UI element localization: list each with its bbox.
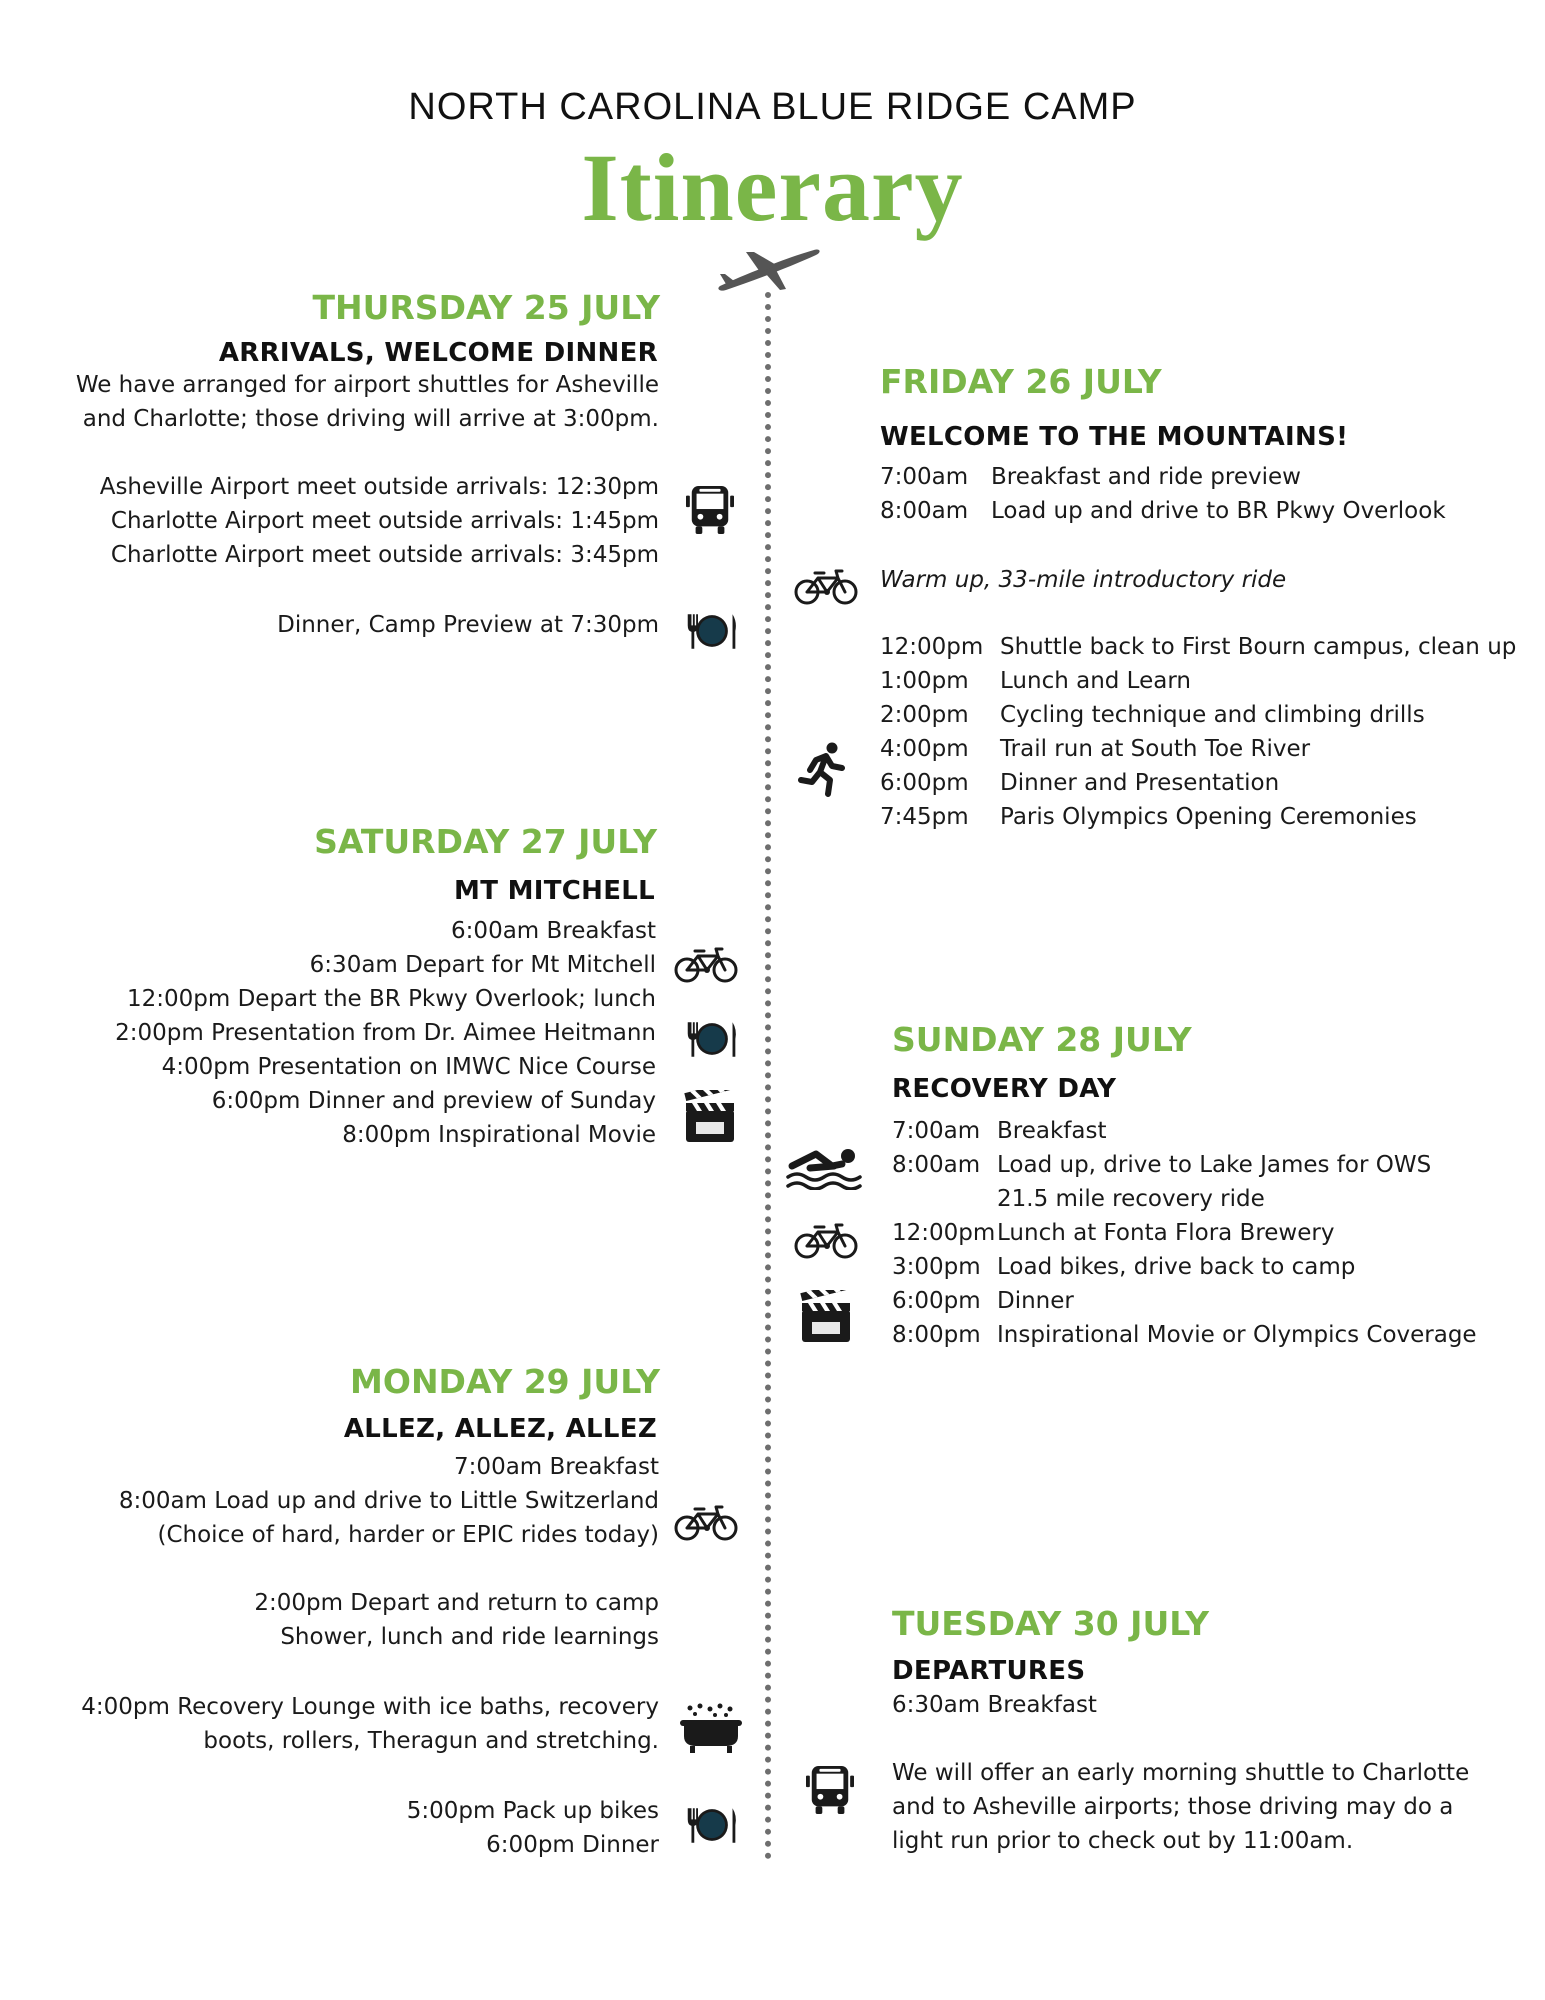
swimmer-icon (786, 1146, 862, 1190)
monday-block-morning (119, 1450, 659, 1552)
ice-bath-icon (678, 1702, 744, 1754)
dinner-plate-icon (684, 1804, 740, 1846)
day-title: TUESDAY 30 JULY (892, 1604, 1210, 1643)
tuesday-breakfast: 6:30am Breakfast (892, 1692, 1097, 1718)
time: 7:00am (880, 464, 969, 490)
schedule-row (892, 1250, 1477, 1284)
schedule-line: 4:00pm Presentation on IMWC Nice Course (161, 1054, 656, 1080)
page-title: Itinerary (581, 134, 964, 241)
text-line: We will offer an early morning shuttle to Charlotte (892, 1760, 1470, 1786)
time: 6:00pm (880, 770, 969, 796)
timeline-line (765, 292, 771, 1860)
friday-ride: Warm up, 33-mile introductory ride (880, 567, 1287, 593)
time (892, 1182, 997, 1216)
day-subtitle: MT MITCHELL (454, 876, 655, 906)
schedule-row (880, 494, 1446, 528)
schedule-line: 6:00pm Dinner (486, 1832, 659, 1858)
schedule-row (880, 698, 1516, 732)
schedule-line: 2:00pm Presentation from Dr. Aimee Heitmann (115, 1020, 656, 1046)
schedule-line: (Choice of hard, harder or EPIC rides today) (157, 1522, 659, 1548)
schedule-line: 6:00am Breakfast (451, 918, 656, 944)
schedule-row (892, 1182, 1477, 1216)
time: 8:00am (892, 1152, 981, 1178)
activity: Breakfast (997, 1118, 1107, 1144)
activity: Breakfast and ride preview (991, 464, 1301, 490)
time: 3:00pm (892, 1254, 981, 1280)
bus-icon (686, 484, 734, 536)
schedule-row (880, 800, 1516, 834)
time: 12:00pm (892, 1220, 996, 1246)
activity: Dinner (997, 1288, 1074, 1314)
day-title: THURSDAY 25 JULY (312, 288, 660, 327)
schedule-line: 5:00pm Pack up bikes (406, 1798, 659, 1824)
activity: Inspirational Movie or Olympics Coverage (997, 1322, 1477, 1348)
activity: Load up, drive to Lake James for OWS (997, 1152, 1432, 1178)
schedule-line: 7:00am Breakfast (454, 1454, 659, 1480)
schedule-row (892, 1148, 1477, 1182)
movie-clapper-icon (798, 1290, 854, 1344)
thursday-dinner: Dinner, Camp Preview at 7:30pm (277, 612, 659, 638)
activity: Trail run at South Toe River (1000, 736, 1311, 762)
schedule-line: 8:00pm Inspirational Movie (342, 1122, 656, 1148)
time: 4:00pm (880, 736, 969, 762)
day-subtitle: WELCOME TO THE MOUNTAINS! (880, 422, 1349, 452)
tuesday-note (892, 1756, 1469, 1858)
bus-icon (806, 1764, 854, 1816)
activity: 21.5 mile recovery ride (997, 1186, 1265, 1212)
bicycle-icon (794, 1220, 858, 1260)
time: 12:00pm (880, 634, 984, 660)
schedule-row (880, 732, 1516, 766)
bicycle-icon (674, 944, 738, 984)
text-line: Asheville Airport meet outside arrivals: 12:30pm (99, 474, 659, 500)
time: 8:00pm (892, 1322, 981, 1348)
schedule-row (880, 630, 1516, 664)
thursday-shuttles (100, 470, 659, 572)
activity: Shuttle back to First Bourn campus, clean up (1000, 634, 1517, 660)
day-title: FRIDAY 26 JULY (880, 362, 1162, 401)
schedule-line: 12:00pm Depart the BR Pkwy Overlook; lunch (127, 986, 656, 1012)
camp-title: NORTH CAROLINA BLUE RIDGE CAMP (408, 86, 1137, 128)
time: 2:00pm (880, 702, 969, 728)
saturday-schedule (115, 914, 656, 1152)
text-line: Charlotte Airport meet outside arrivals: 3:45pm (110, 542, 659, 568)
schedule-line: 2:00pm Depart and return to camp (254, 1590, 659, 1616)
bicycle-icon (674, 1502, 738, 1542)
thursday-intro (76, 368, 659, 436)
sunday-schedule (892, 1114, 1477, 1352)
time: 6:00pm (892, 1288, 981, 1314)
text-line: We have arranged for airport shuttles for Asheville (75, 372, 659, 398)
text-line: light run prior to check out by 11:00am. (892, 1828, 1354, 1854)
dinner-plate-icon (684, 610, 740, 652)
activity: Load up and drive to BR Pkwy Overlook (991, 498, 1446, 524)
activity: Paris Olympics Opening Ceremonies (1000, 804, 1417, 830)
dinner-plate-icon (684, 1018, 740, 1060)
day-subtitle: ALLEZ, ALLEZ, ALLEZ (343, 1414, 657, 1444)
monday-block-recovery (81, 1690, 659, 1758)
day-subtitle: ARRIVALS, WELCOME DINNER (218, 338, 658, 368)
day-title: SUNDAY 28 JULY (892, 1020, 1192, 1059)
schedule-line: Shower, lunch and ride learnings (280, 1624, 659, 1650)
day-subtitle: RECOVERY DAY (892, 1074, 1117, 1104)
activity: Load bikes, drive back to camp (997, 1254, 1356, 1280)
airplane-icon (716, 244, 822, 294)
schedule-row (892, 1284, 1477, 1318)
text-line: and Charlotte; those driving will arrive at 3:00pm. (82, 406, 659, 432)
schedule-line: 6:00pm Dinner and preview of Sunday (211, 1088, 656, 1114)
schedule-line: 6:30am Depart for Mt Mitchell (309, 952, 656, 978)
schedule-row (880, 664, 1516, 698)
time: 7:00am (892, 1118, 981, 1144)
movie-clapper-icon (682, 1090, 738, 1144)
time: 8:00am (880, 498, 969, 524)
monday-block-afternoon (254, 1586, 659, 1654)
activity: Lunch and Learn (1000, 668, 1191, 694)
bicycle-icon (794, 566, 858, 606)
text-line: Charlotte Airport meet outside arrivals: 1:45pm (110, 508, 659, 534)
schedule-row (880, 766, 1516, 800)
day-title: SATURDAY 27 JULY (314, 822, 657, 861)
day-title: MONDAY 29 JULY (350, 1362, 660, 1401)
monday-block-evening (407, 1794, 659, 1862)
activity: Dinner and Presentation (1000, 770, 1280, 796)
activity: Cycling technique and climbing drills (1000, 702, 1425, 728)
activity: Lunch at Fonta Flora Brewery (997, 1220, 1335, 1246)
runner-icon (798, 742, 848, 798)
friday-morning (880, 460, 1446, 528)
schedule-line: 8:00am Load up and drive to Little Switzerland (118, 1488, 659, 1514)
schedule-row (892, 1114, 1477, 1148)
schedule-row (892, 1216, 1477, 1250)
time: 7:45pm (880, 804, 969, 830)
friday-afternoon (880, 630, 1516, 834)
schedule-line: 4:00pm Recovery Lounge with ice baths, recovery (81, 1694, 659, 1720)
schedule-row (880, 460, 1446, 494)
schedule-row (892, 1318, 1477, 1352)
schedule-line: boots, rollers, Theragun and stretching. (203, 1728, 659, 1754)
day-subtitle: DEPARTURES (892, 1656, 1086, 1686)
text-line: and to Asheville airports; those driving may do a (892, 1794, 1454, 1820)
time: 1:00pm (880, 668, 969, 694)
